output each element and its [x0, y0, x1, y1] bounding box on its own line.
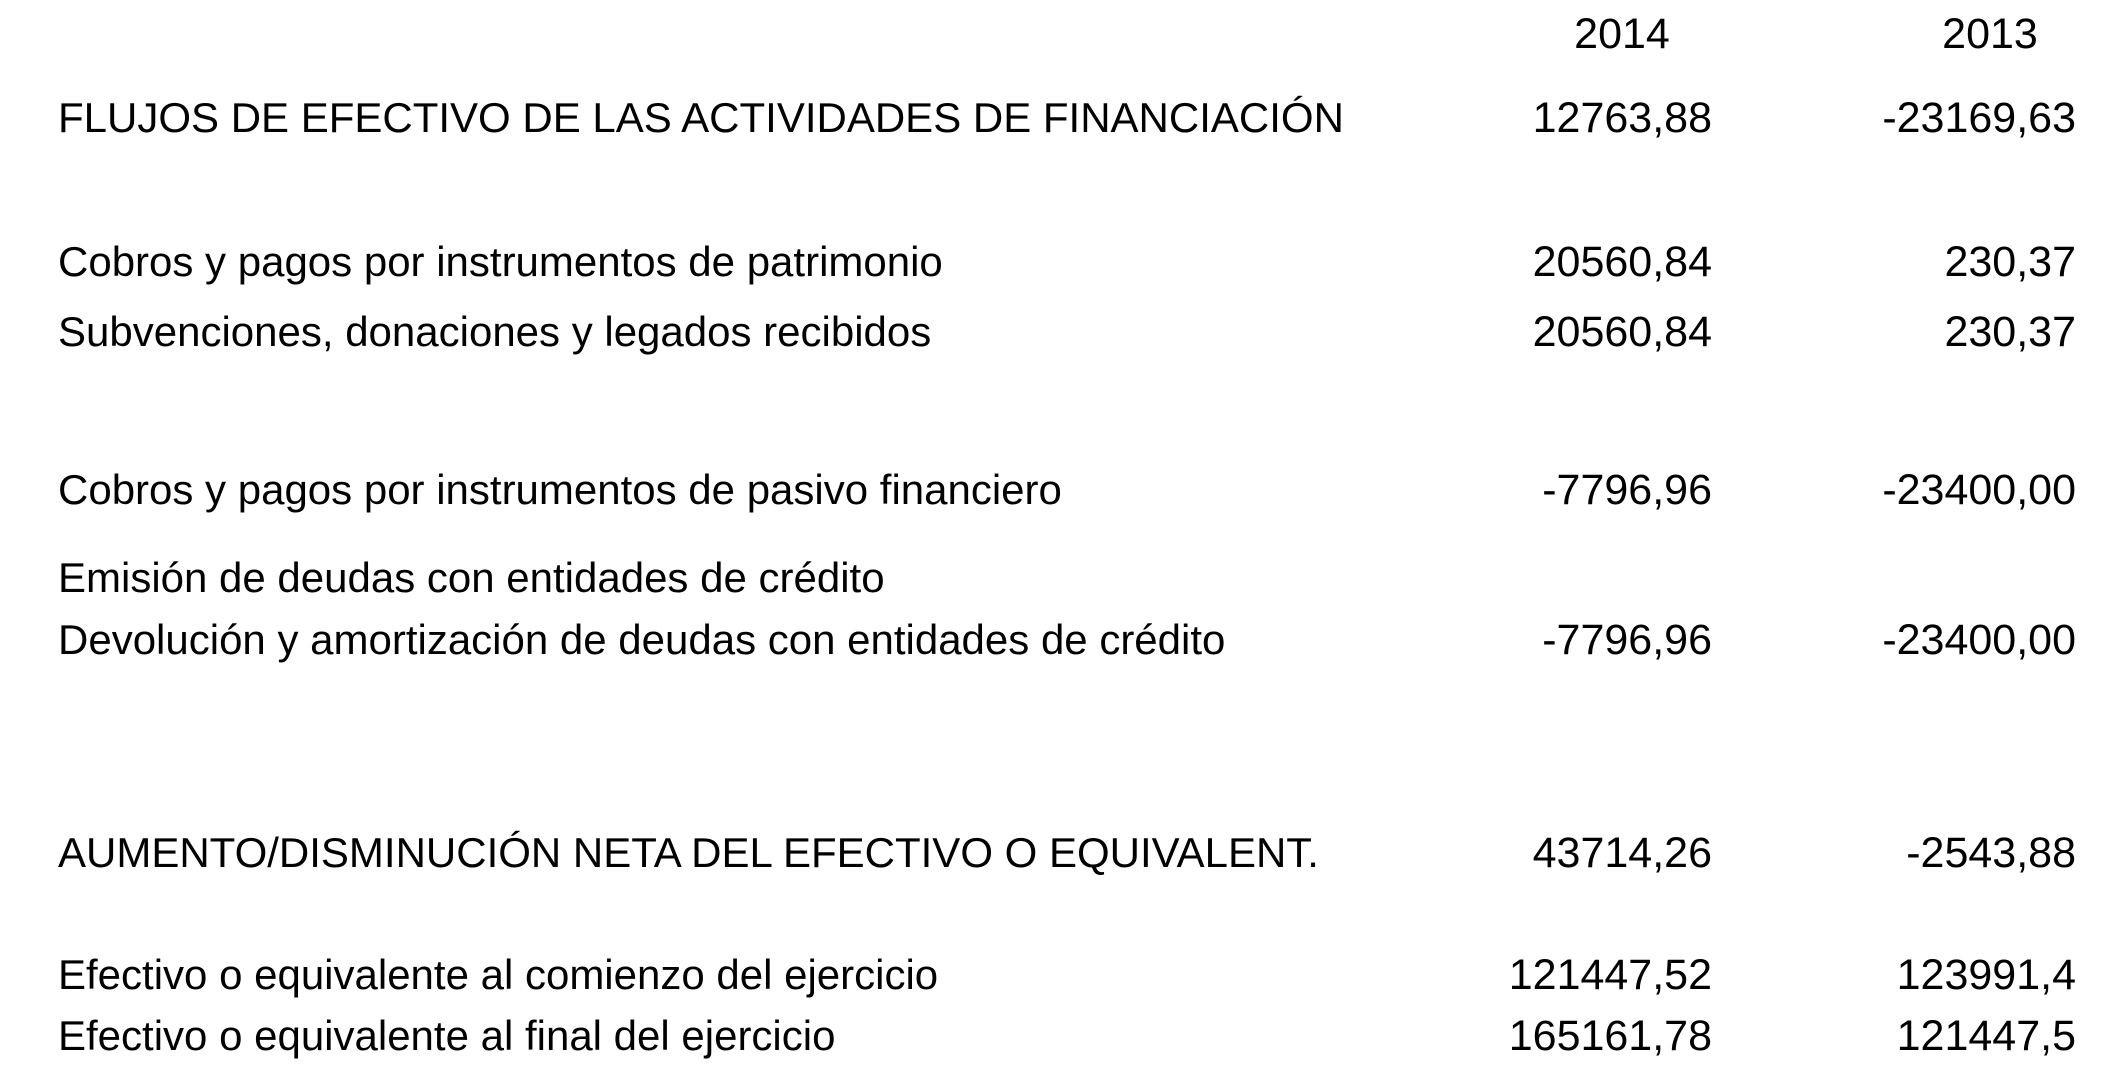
row-cash-beginning — [0, 947, 2126, 1003]
row-label: Subvenciones, donaciones y legados recibidos — [58, 308, 932, 355]
value-2013: 230,37 — [1944, 308, 2076, 356]
value-2014: -7796,96 — [1542, 466, 1712, 514]
row-grants-received — [0, 304, 2126, 360]
value-2013: 123991,4 — [1896, 951, 2076, 999]
value-2013: -2543,88 — [1906, 829, 2076, 877]
value-2014: 43714,26 — [1532, 829, 1712, 877]
row-label: Emisión de deudas con entidades de crédito — [58, 554, 885, 601]
value-2013: -23169,63 — [1882, 94, 2076, 142]
row-label: Cobros y pagos por instrumentos de patrimonio — [58, 238, 943, 285]
row-label: Efectivo o equivalente al comienzo del ejercicio — [58, 951, 939, 998]
row-financial-liabilities — [0, 462, 2126, 518]
value-2014: -7796,96 — [1542, 616, 1712, 664]
column-header-2014: 2014 — [1574, 10, 1670, 58]
row-label: FLUJOS DE EFECTIVO DE LAS ACTIVIDADES DE FINANCIACIÓN — [58, 94, 1344, 141]
value-2014: 165161,78 — [1508, 1012, 1712, 1060]
value-2013: -23400,00 — [1882, 616, 2076, 664]
row-label: Cobros y pagos por instrumentos de pasivo financiero — [58, 466, 1062, 513]
row-net-change-in-cash — [0, 825, 2126, 881]
value-2014: 121447,52 — [1508, 951, 1712, 999]
row-label: Efectivo o equivalente al final del ejercicio — [58, 1012, 836, 1059]
column-header-2013: 2013 — [1942, 10, 2038, 58]
row-label: Devolución y amortización de deudas con entidades de crédito — [58, 616, 1226, 663]
value-2013: -23400,00 — [1882, 466, 2076, 514]
row-cash-end — [0, 1008, 2126, 1064]
row-label: AUMENTO/DISMINUCIÓN NETA DEL EFECTIVO O EQUIVALENT. — [58, 829, 1319, 876]
row-equity-instruments — [0, 234, 2126, 290]
row-financing-cash-flows — [0, 90, 2126, 146]
row-debt-issuance — [0, 550, 2126, 606]
row-debt-repayment — [0, 612, 2126, 668]
value-2014: 20560,84 — [1532, 308, 1712, 356]
value-2013: 230,37 — [1944, 238, 2076, 286]
value-2014: 20560,84 — [1532, 238, 1712, 286]
value-2013: 121447,5 — [1896, 1012, 2076, 1060]
value-2014: 12763,88 — [1532, 94, 1712, 142]
